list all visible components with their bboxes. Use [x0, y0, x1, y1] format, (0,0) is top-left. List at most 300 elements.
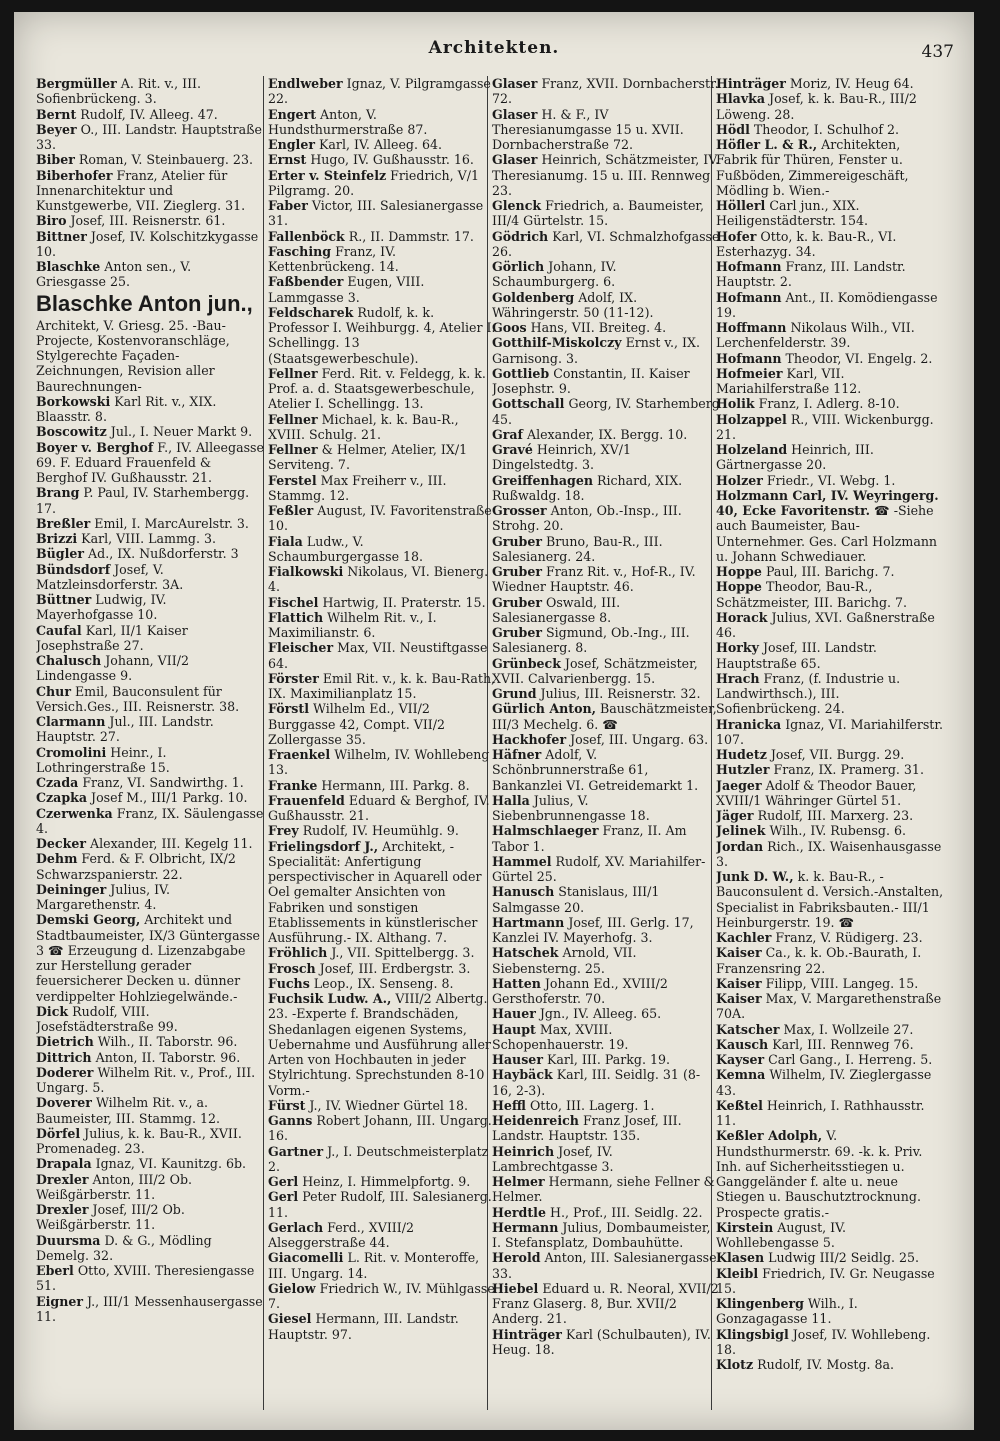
entry-details: Paul, III. Barichg. 7. [761, 564, 895, 579]
directory-entry [268, 305, 496, 366]
directory-entry [716, 1296, 944, 1327]
entry-name: Chalusch [36, 653, 102, 668]
entry-name: Biro [36, 213, 67, 229]
entry-name: Hoppe [716, 564, 762, 579]
directory-entry [492, 1174, 720, 1205]
entry-name: Keßler Adolph, [716, 1128, 823, 1144]
directory-entry [492, 686, 720, 701]
directory-entry [268, 1144, 496, 1175]
entry-details: Anton, V. Hundsthurmerstraße 87. [268, 106, 428, 137]
entry-name: Gielow [268, 1280, 316, 1296]
entry-name: Gerl [268, 1189, 299, 1205]
entry-name: Caufal [36, 622, 82, 638]
directory-entry [268, 610, 496, 641]
entry-name: Keßtel [716, 1097, 763, 1113]
directory-entry [716, 976, 944, 991]
directory-entry [716, 839, 944, 870]
directory-entry [716, 412, 944, 443]
directory-entry [716, 229, 944, 260]
directory-entry [492, 701, 720, 732]
directory-entry [716, 91, 944, 122]
entry-details: Johann Ed., XVIII/2 Gersthoferstr. 70. [492, 975, 668, 1006]
entry-details: Architekt und Stadtbaumeister, IX/3 Güntergasse 3 ☎ Erzeugung d. Lizenzabgabe zur Herstellung gerader feuersicherer Decken u. dünner verdippelter Hohlziegelwände.- [36, 912, 261, 1004]
entry-details: Max, I. Wollzeile 27. [779, 1021, 914, 1037]
entry-details: Otto, k. k. Bau-R., VI. Esterhazyg. 34. [716, 228, 897, 259]
entry-details: Anton, III. Salesianergasse 33. [492, 1250, 717, 1281]
entry-name: Goos [492, 320, 527, 335]
entry-name: Clarmann [36, 714, 106, 729]
entry-details: Max, XVIII. Schopenhauerstr. 19. [492, 1021, 629, 1052]
entry-details: Jul., I. Neuer Markt 9. [106, 424, 253, 440]
entry-details: Ad., IX. Nußdorferstr. 3 [84, 546, 239, 562]
directory-entry [492, 1220, 720, 1251]
entry-details: Franz Rit. v., Hof-R., IV. Wiedner Hauptstr. 46. [492, 564, 696, 595]
entry-name: Hrach [716, 670, 760, 686]
entry-name: Klasen [716, 1250, 765, 1266]
entry-name: Horack [716, 609, 768, 625]
entry-details: Josef, IV. Kolschitzkygasse 10. [36, 228, 259, 259]
entry-name: Jaeger [716, 777, 762, 793]
directory-entry [716, 198, 944, 229]
directory-entry [716, 823, 944, 838]
entry-name: Graf [492, 426, 523, 442]
entry-details: Emil, Bauconsulent für Versich.Ges., III. Reisnerstr. 38. [36, 683, 240, 714]
entry-details: Michael, k. k. Bau-R., XVIII. Schulg. 21. [268, 411, 459, 442]
column-2 [268, 76, 496, 1410]
directory-entry [492, 290, 720, 321]
directory-entry [716, 717, 944, 748]
entry-name: Hödl [716, 121, 750, 137]
directory-entry [492, 915, 720, 946]
entry-name: Jäger [716, 808, 754, 823]
entry-name: Fröhlich [268, 945, 328, 961]
entry-name: Haybäck [492, 1067, 553, 1083]
directory-entry [492, 1205, 720, 1220]
entry-details: Oswald, III. Salesianergasse 8. [492, 594, 621, 625]
directory-entry [492, 1113, 720, 1144]
columns-container [20, 76, 968, 1410]
directory-entry [492, 656, 720, 687]
entry-name: Bergmüller [36, 76, 117, 91]
entry-name: Haupt [492, 1021, 536, 1037]
entry-name: Glenck [492, 198, 542, 213]
entry-details: Rudolf, XV. Mariahilfer-Gürtel 25. [492, 853, 706, 884]
entry-details: J., IV. Wiedner Gürtel 18. [305, 1097, 468, 1113]
entry-details: Julius, k. k. Bau-R., XVII. Promenadeg. 23. [36, 1125, 242, 1156]
entry-details: Filipp, VIII. Langeg. 15. [761, 975, 919, 991]
entry-details: Constantin, II. Kaiser Josephstr. 9. [492, 365, 690, 396]
entry-name: Boyer v. Berghof [36, 439, 154, 455]
directory-entry [716, 442, 944, 473]
entry-name: Kirstein [716, 1219, 774, 1235]
entry-name: Höllerl [716, 198, 766, 213]
entry-details: Alexander, III. Kegelg 11. [85, 836, 253, 851]
entry-name: Klingenberg [716, 1296, 804, 1311]
directory-entry [716, 290, 944, 321]
entry-name: Heffl [492, 1097, 526, 1113]
directory-entry [36, 775, 264, 790]
directory-entry [36, 1233, 264, 1264]
entry-name: Giacomelli [268, 1250, 344, 1266]
entry-details: Wilhelm, IV. Zieglergasse 43. [716, 1067, 932, 1098]
entry-details: Eduard u. R. Neoral, XVII/2 Franz Glaserg. 8, Bur. XVII/2 Anderg. 21. [492, 1280, 719, 1327]
entry-name: Glaser [492, 76, 538, 91]
entry-details: Franz, VI. Sandwirthg. 1. [78, 775, 244, 790]
directory-entry [492, 503, 720, 534]
entry-name: Hatschek [492, 945, 559, 961]
directory-entry [716, 1098, 944, 1129]
directory-entry [716, 1067, 944, 1098]
entry-name: Glaser [492, 106, 538, 122]
directory-entry [716, 137, 944, 198]
entry-name: Hermann [492, 1219, 559, 1235]
directory-entry [492, 1281, 720, 1327]
entry-details: Josef, III. Erdbergstr. 3. [315, 960, 471, 976]
directory-entry [492, 732, 720, 747]
directory-entry [492, 854, 720, 885]
entry-name: Brizzi [36, 531, 78, 546]
entry-name: Gartner [268, 1143, 324, 1159]
directory-entry [36, 806, 264, 837]
entry-name: Dörfel [36, 1125, 81, 1141]
entry-name: Herold [492, 1250, 541, 1266]
entry-details: Karl, III. Rennweg 76. [768, 1036, 914, 1052]
entry-name: Gottlieb [492, 365, 550, 381]
entry-details: O., III. Landstr. Hauptstraße 33. [36, 121, 263, 152]
entry-name: Dick [36, 1003, 69, 1019]
entry-details: Franz, (f. Industrie u. Landwirthsch.), III. Sofienbrückeng. 24. [716, 670, 901, 717]
entry-name: Fialkowski [268, 564, 344, 579]
entry-details: Josef, VII. Burgg. 29. [766, 747, 905, 762]
entry-name: Hoffmann [716, 320, 787, 335]
directory-entry [268, 229, 496, 244]
directory-entry [492, 396, 720, 427]
entry-name: Endlweber [268, 76, 343, 91]
entry-details: Alexander, IX. Bergg. 10. [522, 426, 688, 442]
entry-name: Klotz [716, 1357, 754, 1372]
entry-name: Dittrich [36, 1049, 92, 1065]
entry-details: Franz, I. Adlerg. 8-10. [754, 396, 900, 412]
entry-details: Ignaz, V. Pilgramgasse 22. [268, 76, 491, 107]
directory-entry [268, 961, 496, 976]
directory-entry [492, 747, 720, 793]
entry-details: Roman, V. Steinbauerg. 23. [74, 152, 253, 168]
entry-name: Katscher [716, 1021, 780, 1037]
entry-details: Julius, III. Reisnerstr. 32. [536, 686, 701, 701]
directory-entry [268, 640, 496, 671]
entry-details: Anton sen., V. Griesgasse 25. [36, 259, 192, 290]
entry-details: Emil, I. MarcAurelstr. 3. [90, 515, 249, 531]
entry-name: Glaser [492, 152, 538, 168]
entry-name: Gödrich [492, 228, 549, 244]
directory-entry [492, 1067, 720, 1098]
entry-details: D. & G., Mödling Demelg. 32. [36, 1232, 212, 1263]
entry-name: Czada [36, 775, 79, 790]
entry-details: Friedrich, V/1 Pilgramg. 20. [268, 167, 480, 198]
directory-entry [268, 503, 496, 534]
entry-details: Wilhelm Rit. v., a. Baumeister, III. Stammg. 12. [36, 1095, 221, 1126]
entry-details: Karl, IV. Alleeg. 64. [315, 137, 443, 152]
entry-details: Heinz, I. Himmelpfortg. 9. [298, 1174, 471, 1189]
entry-details: Ferd., XVIII/2 Alseggerstraße 44. [268, 1219, 415, 1250]
entry-details: Ludwig III/2 Seidlg. 25. [764, 1250, 920, 1266]
entry-details: Ludwig, IV. Mayerhofgasse 10. [36, 592, 167, 623]
entry-details: Karl, III. Seidlg. 31 (8-16, 2-3). [492, 1067, 701, 1098]
entry-details: Johann, IV. Schaumburgerg. 6. [492, 259, 617, 290]
entry-details: Josef, IV. Lambrechtgasse 3. [492, 1143, 614, 1174]
entry-details: & Helmer, Atelier, IX/1 Serviteng. 7. [268, 442, 468, 473]
entry-name: Grosser [492, 503, 547, 518]
directory-entry [716, 762, 944, 777]
directory-entry [36, 290, 264, 318]
entry-details: Ignaz, VI. Kaunitzg. 6b. [91, 1156, 247, 1172]
entry-details: Leop., IX. Senseng. 8. [309, 975, 454, 991]
entry-details: Stanislaus, III/1 Salmgasse 20. [492, 884, 660, 915]
directory-entry [492, 823, 720, 854]
entry-name: Hinträger [492, 1326, 562, 1342]
entry-name: Ganns [268, 1113, 313, 1128]
directory-entry [716, 366, 944, 397]
directory-entry [36, 653, 264, 684]
entry-name: Gotthilf-Miskolczy [492, 335, 622, 351]
entry-name: Faßbender [268, 274, 344, 290]
entry-name: Greiffenhagen [492, 472, 593, 488]
entry-details: Adolf, IX. Währingerstr. 50 (11-12). [492, 289, 654, 320]
directory-entry [716, 991, 944, 1022]
entry-details: R., VIII. Wickenburgg. 21. [716, 411, 934, 442]
directory-entry [716, 76, 944, 91]
entry-details: Anton, Ob.-Insp., III. Strohg. 20. [492, 503, 682, 534]
directory-entry [492, 1006, 720, 1021]
entry-details: Wilh., I. Gonzagagasse 11. [716, 1296, 858, 1327]
entry-name: Drexler [36, 1171, 89, 1187]
directory-entry [492, 1250, 720, 1281]
entry-details: August, IV. Favoritenstraße 10. [268, 503, 492, 534]
entry-name: Holik [716, 396, 755, 412]
directory-entry [716, 259, 944, 290]
entry-details: Richard, XIX. Rußwaldg. 18. [492, 472, 683, 503]
entry-details: Franz, IX. Säulengasse 4. [36, 805, 264, 836]
directory-entry [268, 274, 496, 305]
directory-entry [716, 869, 944, 930]
directory-entry [36, 684, 264, 715]
directory-entry [716, 1052, 944, 1067]
entry-name: Demski Georg, [36, 912, 141, 928]
entry-details: Nikolaus Wilh., VII. Lerchenfelderstr. 39. [716, 320, 915, 351]
directory-entry [268, 945, 496, 960]
entry-details: Karl, III. Parkg. 19. [542, 1052, 671, 1067]
entry-details: H., Prof., III. Seidlg. 22. [545, 1204, 703, 1220]
entry-name: Biberhofer [36, 167, 113, 183]
directory-entry [36, 122, 264, 153]
entry-details: Julius, XVI. Gaßnerstraße 46. [716, 609, 935, 640]
entry-name: Holzeland [716, 442, 788, 457]
entry-details: Karl Rit. v., XIX. Blaasstr. 8. [36, 393, 217, 424]
directory-entry [716, 579, 944, 610]
entry-name: Jelinek [716, 823, 766, 839]
entry-name: Frielingsdorf J., [268, 838, 379, 854]
entry-details: Sigmund, Ob.-Ing., III. Salesianerg. 8. [492, 625, 690, 656]
entry-name: Kausch [716, 1036, 769, 1052]
directory-entry [492, 884, 720, 915]
directory-entry [716, 564, 944, 579]
entry-name: Hanusch [492, 884, 555, 900]
entry-details: Theodor, Bau-R., Schätzmeister, III. Barichg. 7. [716, 579, 908, 610]
entry-details: Robert Johann, III. Ungarg. 16. [268, 1113, 492, 1144]
directory-entry [716, 1220, 944, 1251]
entry-details: F., IV. Alleegasse 69. F. Eduard Frauenfeld & Berghof IV. Gußhausstr. 21. [36, 439, 264, 485]
directory-entry [36, 1126, 264, 1157]
entry-details: Karl (Schulbauten), IV. Heug. 18. [492, 1326, 711, 1357]
page-header-title: Architekten. [428, 38, 560, 58]
directory-entry [716, 1037, 944, 1052]
directory-entry [492, 625, 720, 656]
entry-name: Hoppe [716, 579, 762, 595]
directory-entry [492, 473, 720, 504]
entry-name: Kleibl [716, 1265, 759, 1281]
entry-details: V. Hundsthurmerstr. 69. -k. k. Priv. Inh. auf Sicherheitsstiegen u. Ganggeländer f. alte u. neue Stiegen u. Bauschutztrocknung. Prospecte gratis.- [716, 1128, 923, 1220]
entry-name: Fasching [268, 243, 332, 259]
directory-entry [268, 564, 496, 595]
entry-name: Heinrich [492, 1143, 555, 1159]
entry-name: Hutzler [716, 762, 770, 778]
entry-name: Frey [268, 823, 299, 839]
entry-details: Ferd. & F. Olbricht, IX/2 Schwarzspanierstr. 22. [36, 851, 236, 882]
directory-entry [268, 991, 496, 1098]
entry-details: Carl Gang., I. Herreng. 5. [764, 1052, 933, 1067]
entry-details: Rudolf, IV. Heumühlg. 9. [298, 823, 459, 839]
entry-name: Kayser [716, 1052, 765, 1067]
directory-entry [268, 701, 496, 747]
directory-entry [36, 394, 264, 425]
directory-entry [716, 1250, 944, 1265]
entry-details: Anton, III/2 Ob. Weißgärberstr. 11. [36, 1171, 193, 1202]
directory-entry [268, 198, 496, 229]
entry-details: Josef, k. k. Bau-R., III/2 Löweng. 28. [716, 91, 917, 122]
directory-entry [716, 1327, 944, 1358]
entry-details: Friedrich, a. Baumeister, III/4 Gürtelstr. 15. [492, 198, 705, 229]
entry-name: Erter v. Steinfelz [268, 167, 387, 183]
directory-entry [716, 1022, 944, 1037]
entry-details: Franz, V. Rüdigerg. 23. [771, 930, 923, 945]
directory-entry [36, 1294, 264, 1325]
entry-details: J., III/1 Messenhausergasse 11. [36, 1293, 263, 1324]
entry-name: Höfler L. & R., [716, 137, 818, 152]
directory-entry [36, 229, 264, 260]
directory-entry [36, 485, 264, 516]
entry-name: Holzmann Carl, IV. Weyringerg. 40, Ecke Favoritenstr. [716, 487, 939, 518]
entry-name: Deininger [36, 881, 107, 897]
directory-entry [492, 229, 720, 260]
entry-details: Otto, XVIII. Theresiengasse 51. [36, 1263, 255, 1294]
entry-details: Karl, VI. Schmalzhofgasse 26. [492, 228, 720, 259]
entry-name: Blaschke [36, 259, 101, 274]
entry-details: VIII/2 Albertg. 23. -Experte f. Brandschäden, Shedanlagen eigenen Systems, Uebernahme und Ausführung aller Arten von Hochbauten in jeder Stylrichtung. Sprechstunden 8-10 Vorm.- [268, 991, 491, 1098]
directory-entry [268, 747, 496, 778]
directory-entry [268, 1281, 496, 1312]
entry-details: J., I. Deutschmeisterplatz 2. [268, 1143, 489, 1174]
entry-name: Büttner [36, 592, 92, 607]
entry-details: Heinrich, Schätzmeister, IV. Theresianumg. 15 u. III. Rennweg 23. [492, 152, 720, 198]
entry-details: Otto, III. Lagerg. 1. [525, 1097, 655, 1113]
directory-entry [36, 836, 264, 851]
entry-name: Hammel [492, 853, 552, 869]
directory-entry [36, 531, 264, 546]
entry-name: Eberl [36, 1263, 74, 1278]
entry-name: Gottschall [492, 396, 565, 412]
entry-name: Gravé [492, 442, 533, 457]
entry-name: Bernt [36, 106, 77, 122]
entry-details: Franz, IV. Kettenbrückeng. 14. [268, 243, 399, 274]
entry-name: Förster [268, 670, 319, 686]
entry-name: Brang [36, 485, 80, 501]
directory-entry [268, 473, 496, 504]
entry-details: August, IV. Wohllebengasse 5. [716, 1219, 847, 1250]
directory-entry [36, 1065, 264, 1096]
entry-details: Franz, III. Landstr. Hauptstr. 2. [716, 259, 906, 290]
entry-details: Josef, III/2 Ob. Weißgärberstr. 11. [36, 1202, 185, 1233]
entry-name: Czapka [36, 790, 88, 806]
entry-name: Feßler [268, 503, 314, 518]
entry-details: Josef, III. Landstr. Hauptstraße 65. [716, 640, 877, 671]
entry-details: Friedrich W., IV. Mühlgasse 7. [268, 1280, 495, 1311]
entry-details: Rudolf, VIII. Josefstädterstraße 99. [36, 1003, 178, 1034]
entry-details: Josef M., III/1 Parkg. 10. [87, 790, 248, 806]
directory-entry [492, 945, 720, 976]
entry-details: Karl, II/1 Kaiser Josephstraße 27. [36, 622, 188, 653]
directory-entry [36, 1202, 264, 1233]
directory-entry [492, 198, 720, 229]
entry-details: Victor, III. Salesianergasse 31. [268, 198, 484, 229]
directory-entry [36, 168, 264, 214]
entry-name: Gruber [492, 533, 542, 549]
entry-name: Horky [716, 640, 759, 656]
entry-details: Hermann, III. Parkg. 8. [317, 777, 470, 793]
entry-name: Klingsbigl [716, 1326, 789, 1342]
entry-name: Drexler [36, 1202, 89, 1217]
entry-details: Adolf & Theodor Bauer, XVIII/1 Währinger Gürtel 51. [716, 777, 917, 808]
entry-details: Eugen, VIII. Lammgasse 3. [268, 274, 425, 305]
entry-name: Ferstel [268, 472, 317, 488]
directory-entry [268, 168, 496, 199]
entry-details: Wilhelm Rit. v., Prof., III. Ungarg. 5. [36, 1064, 256, 1095]
directory-entry [492, 1098, 720, 1113]
entry-details: Hartwig, II. Praterstr. 15. [318, 594, 486, 610]
directory-entry [36, 259, 264, 290]
entry-details: Rudolf, III. Marxerg. 23. [753, 808, 914, 823]
entry-name: Hlavka [716, 91, 766, 107]
entry-name: Junk D. W., [716, 869, 794, 884]
entry-name: Fuchs [268, 975, 310, 991]
entry-name: Hofer [716, 228, 757, 244]
entry-name: Fuchsik Ludw. A., [268, 991, 392, 1006]
entry-details: Rudolf, IV. Alleeg. 47. [76, 106, 218, 122]
entry-name: Gruber [492, 625, 542, 640]
directory-entry [492, 152, 720, 198]
column-1 [36, 76, 264, 1410]
directory-entry [268, 1113, 496, 1144]
entry-name: Hofmeier [716, 365, 783, 381]
directory-entry [36, 1172, 264, 1203]
entry-name: Kaiser [716, 991, 762, 1006]
entry-name: Dehm [36, 851, 78, 867]
entry-name: Grund [492, 686, 537, 701]
entry-name: Flattich [268, 609, 324, 625]
entry-details: Theodor, VI. Engelg. 2. [781, 350, 933, 366]
entry-details: Peter Rudolf, III. Salesianerg. 11. [268, 1189, 492, 1220]
entry-name: Hatten [492, 975, 541, 991]
entry-details: Franz Josef, III. Landstr. Hauptstr. 135. [492, 1113, 682, 1144]
